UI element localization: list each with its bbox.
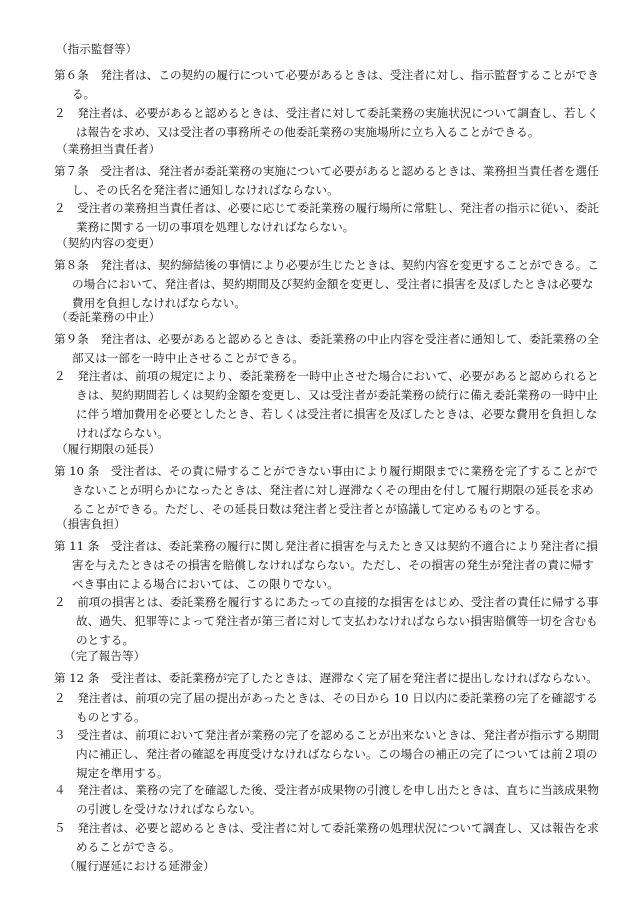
heading-article-11: （損害負担） [56, 517, 126, 531]
heading-article-8: （契約内容の変更） [56, 236, 161, 250]
heading-article-10: （履行期限の延長） [56, 442, 161, 456]
article-12-paragraph-5: ５ 発注者は、必要と認めるときは、受注者に対して委託業務の処理状況について調査し、又は報告を求めることができる。 [54, 821, 599, 854]
heading-article-9: （委託業務の中止） [56, 310, 161, 324]
article-12-paragraph-2: ２ 発注者は、前項の完了届の提出があったときは、その日から 10 日以内に委託業務の完了を確認するものとする。 [54, 691, 598, 724]
article-10-paragraph-1: 第 10 条 受注者は、その責に帰することができない事由により履行期限までに業務を完了することができないことが明らかになったときは、発注者に対し遅滞なくその理由を付して履行期限の延長を求めることができる。ただし、その延長日数は発注者と受注者とが協議して定めるものとする。 [54, 464, 598, 516]
article-12-paragraph-1: 第 12 条 受注者は、委託業務が完了したときは、遅滞なく完了届を発注者に提出しなければならない。 [54, 671, 598, 685]
article-6-paragraph-2: ２ 発注者は、必要があると認めるときは、受注者に対して委託業務の実施状況について調査し、若しくは報告を求め、又は受注者の事務所その他委託業務の実施場所に立ち入ることができる。 [54, 106, 599, 139]
heading-article-12: （完了報告等） [64, 649, 146, 663]
article-12-paragraph-3: ３ 受注者は、前項において発注者が業務の完了を認めることが出来ないときは、発注者が指示する期間内に補正し、発注者の確認を再度受けなければならない。この場合の補正の完了については前２項の規定を準用する。 [54, 728, 599, 780]
article-11-paragraph-1: 第 11 条 受注者は、委託業務の履行に関し発注者に損害を与えたとき又は契約不適合により発注者に損害を与えたときはその損害を賠償しなければならない。ただし、その損害の発生が発注者の責に帰すべき事由による場合においては、この限りでない。 [54, 539, 598, 591]
article-8-paragraph-1: 第８条 発注者は、契約締結後の事情により必要が生じたときは、契約内容を変更することができる。この場合において、発注者は、契約期間及び契約金額を変更し、受注者に損害を及ぼしたときは必要な費用を負担しなければならない。 [54, 258, 599, 310]
heading-article-13: （履行遅延における延滞金） [64, 859, 215, 873]
article-6-paragraph-1: 第６条 発注者は、この契約の履行について必要があるときは、受注者に対し、指示監督することができる。 [54, 68, 599, 101]
article-12-paragraph-4: ４ 発注者は、業務の完了を確認した後、受注者が成果物の引渡しを申し出たときは、直ちに当該成果物の引渡しを受けなければならない。 [54, 783, 599, 816]
article-9-paragraph-1: 第９条 発注者は、必要があると認めるときは、委託業務の中止内容を受注者に通知して、委託業務の全部又は一部を一時中止させることができる。 [54, 332, 599, 365]
heading-article-6: （指示監督等） [56, 42, 138, 56]
article-7-paragraph-2: ２ 受注者の業務担当責任者は、必要に応じて委託業務の履行場所に常駐し、発注者の指示に従い、委託業務に関する一切の事項を処理しなければならない。 [54, 201, 599, 234]
article-7-paragraph-1: 第７条 受注者は、発注者が委託業務の実施について必要があると認めるときは、業務担当責任者を選任し、その氏名を発注者に通知しなければならない。 [54, 164, 599, 197]
article-11-paragraph-2: ２ 前項の損害とは、委託業務を履行するにあたっての直接的な損害をはじめ、受注者の責任に帰する事故、過失、犯罪等によって発注者が第三者に対して支払わなければならない損害賠償等一切を含むものとする。 [54, 595, 599, 647]
heading-article-7: （業務担当責任者） [56, 142, 161, 156]
article-9-paragraph-2: ２ 発注者は、前項の規定により、委託業務を一時中止させた場合において、必要があると認められるときは、契約期間若しくは契約金額を変更し、又は受注者が委託業務の続行に備え委託業務の一時中止に伴う増加費用を必要としたとき、若しくは受注者に損害を及ぼしたときは、必要な費用を負担しなければならない。 [54, 369, 599, 440]
